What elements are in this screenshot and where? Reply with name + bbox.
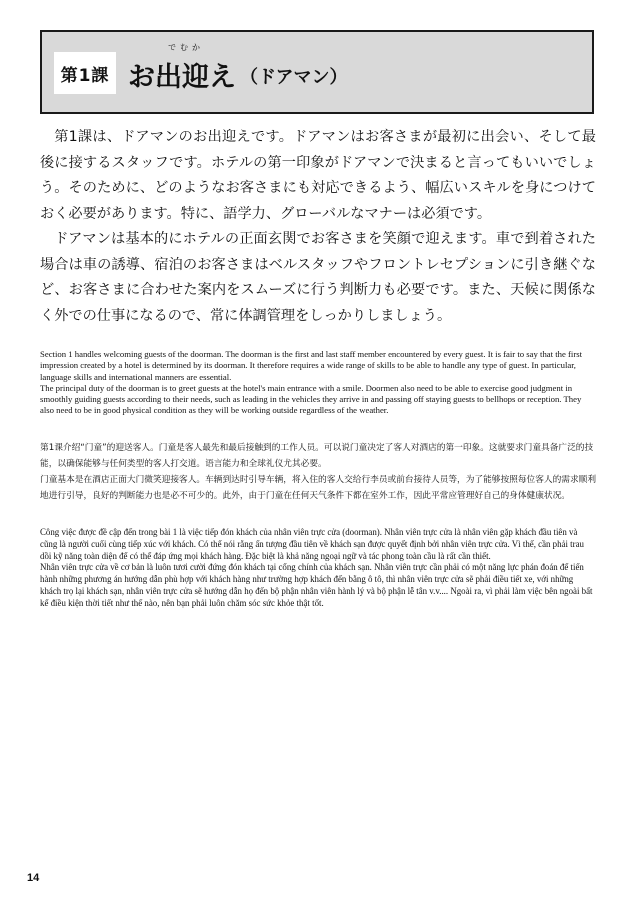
english-translation [40,349,596,417]
vietnamese-translation [40,527,596,610]
vietnamese-paragraph-2: Nhân viên trực cửa về cơ bản là luôn tươi cười đứng đón khách tại cổng chính của khách sạn. Nhân viên trực cần phải có một năng lực phán đoán để tiến hành những phương án hướng dẫn phù hợp với khách hàng như trường hợp khách đến bằng ô tô, thì nhân viên trực cửa sẽ phải điều tiết xe, với những khách trọ lại khách sạn, nhân viên trực cửa sẽ hướng dẫn họ đến bộ phận nhân viên hành lý và bộ phận lễ tân v.v.... Ngoài ra, vì phải làm việc bên ngoài bất kể điều kiện thời tiết như thế nào, nên bạn phải luôn chăm sóc sức khỏe thật tốt. [40,562,593,608]
lesson-title: お出迎え [128,62,236,93]
japanese-paragraph-1: 第1課は、ドアマンのお出迎えです。ドアマンはお客さまが最初に出会い、そして最後に接するスタッフです。ホテルの第一印象がドアマンで決まると言ってもいいでしょう。そのために、どのようなお客さまにも対応できるよう、幅広いスキルを身につけておく必要があります。特に、語学力、グローバルなマナーは必須です。 [40,129,596,222]
japanese-paragraph-2: ドアマンは基本的にホテルの正面玄関でお客さまを笑顔で迎えます。車で到着された場合は車の誘導、宿泊のお客さまはベルスタッフやフロントレセプションに引き継ぐなど、お客さまに合わせた案内をスムーズに行う判断力も必要です。また、天候に関係なく外での仕事になるので、常に体調管理をしっかりしましょう。 [40,231,596,324]
japanese-text [40,125,596,329]
english-paragraph-1: Section 1 handles welcoming guests of the doorman. The doorman is the first and last staff member encountered by every guest. It is fair to say that the first impression created by a hotel is determined by its doorman. It therefore requires a wide range of skills to be able to handle any type of guest. In particular, language skills and international manners are essential. [40,349,583,382]
lesson-title-group [128,42,347,102]
chinese-paragraph-2: 门童基本是在酒店正面大门微笑迎接客人。车辆到达时引导车辆，将入住的客人交给行李员或前台接待人员等，为了能够按照每位客人的需求顺利地进行引导，良好的判断能力也是必不可少的。此外，由于门童在任何天气条件下都在室外工作，因此平常应管理好自己的身体健康状况。 [40,475,596,501]
chinese-translation [40,440,596,504]
page-number: 14 [27,872,40,884]
lesson-number-label: 第1課 [54,52,116,94]
english-paragraph-2: The principal duty of the doorman is to greet guests at the hotel's main entrance with a smile. Doormen also need to be able to exercise good judgment in smoothly guiding guests according to their needs, such as leading in the vehicles they arrive in and passing off staying guests to bellhops or reception. They also need to be in good physical condition as they will be working outside regardless of the weather. [40,382,582,416]
lesson-header [40,30,594,114]
chinese-paragraph-1: 第1课介绍“门童”的迎送客人。门童是客人最先和最后接触到的工作人员。可以说门童决定了客人对酒店的第一印象。这就要求门童具备广泛的技能，以确保能够与任何类型的客人打交道。语言能力和全球礼仪尤其必要。 [40,443,594,469]
lesson-title-ruby: でむか [168,43,204,52]
vietnamese-paragraph-1: Công việc được đề cập đến trong bài 1 là việc tiếp đón khách của nhân viên trực cửa (doorman). Nhân viên trực cửa là nhân viên gặp khách đầu tiên và cũng là người cuối cùng tiếp xúc với khách. Có thể nói rằng ấn tượng đầu tiên về khách sạn được quyết định bởi nhân viên trực cửa. Vì thế, cần phải trau dồi kỹ năng toàn diện để có thể đáp ứng mọi khách hàng. Đặc biệt là khả năng ngoại ngữ và tác phong toàn cầu là rất cần thiết. [40,527,584,561]
lesson-subtitle: （ドアマン） [240,67,348,88]
